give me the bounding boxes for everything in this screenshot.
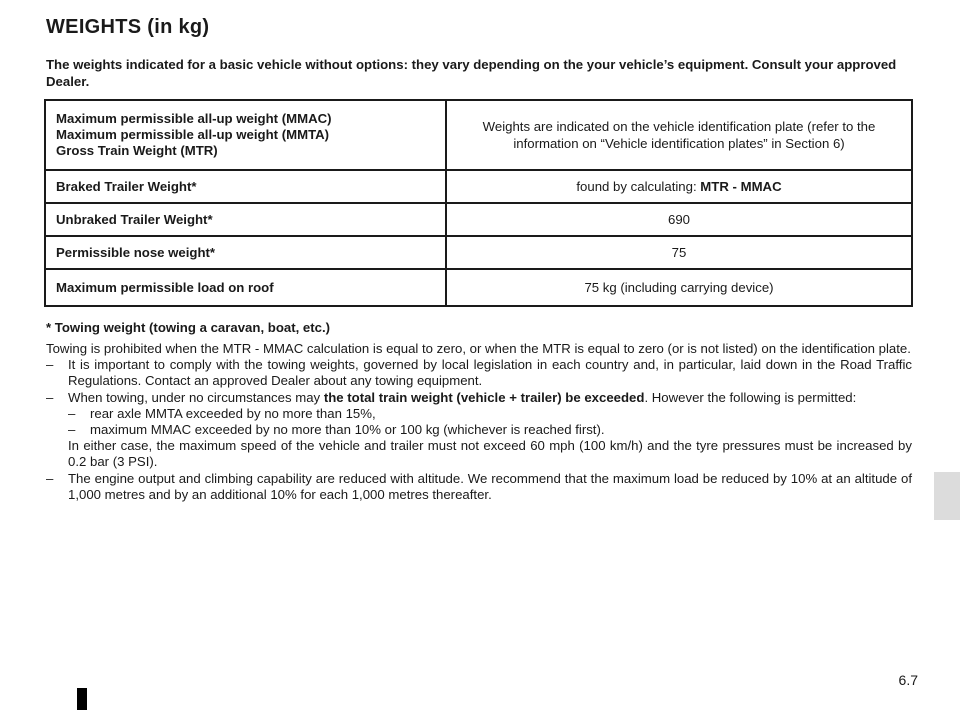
list-item-text: The engine output and climbing capability are reduced with altitude. We recommend that the maximum load be reduced by 10% at an altitude of 1,000 metres and by an additional 10% for each 1,000 metres thereafter. bbox=[68, 470, 912, 502]
value-prefix: found by calculating: bbox=[576, 179, 701, 194]
label-line: Maximum permissible all-up weight (MMTA) bbox=[56, 127, 330, 142]
row-value: 690 bbox=[446, 203, 912, 236]
table-row bbox=[45, 203, 912, 236]
list-item-emphasis: the total train weight (vehicle + trailer) be exceeded bbox=[323, 389, 645, 405]
footnote-heading: * Towing weight (towing a caravan, boat, etc.) bbox=[46, 320, 331, 335]
dash-bullet: – bbox=[68, 405, 76, 421]
row-label: Braked Trailer Weight* bbox=[45, 170, 446, 203]
footnote-body bbox=[46, 341, 912, 503]
row-value: Weights are indicated on the vehicle identification plate (refer to the information on “Vehicle identification plates” in Section 6) bbox=[446, 100, 912, 170]
list-item bbox=[46, 357, 912, 389]
intro-text: The weights indicated for a basic vehicle without options: they vary depending on the your vehicle’s equipment. Consult your approved Dealer. bbox=[46, 57, 897, 89]
sub-list-item-text: maximum MMAC exceeded by no more than 10% or 100 kg (whichever is reached first). bbox=[90, 422, 605, 438]
page-number: 6.7 bbox=[898, 672, 918, 688]
label-line: Gross Train Weight (MTR) bbox=[56, 143, 218, 158]
list-item-continuation: In either case, the maximum speed of the vehicle and trailer must not exceed 60 mph (100 km/h) and the tyre pressures must be increased by 0.2 bar (3 PSI). bbox=[68, 438, 912, 470]
dash-bullet: – bbox=[46, 470, 54, 486]
list-item bbox=[46, 471, 912, 503]
dash-bullet: – bbox=[46, 389, 54, 405]
sub-list-item-text: rear axle MMTA exceeded by no more than 15%, bbox=[90, 405, 376, 421]
dash-bullet: – bbox=[46, 357, 54, 373]
row-label bbox=[45, 100, 446, 170]
row-value: 75 bbox=[446, 236, 912, 269]
row-value: 75 kg (including carrying device) bbox=[446, 269, 912, 306]
list-item-text: It is important to comply with the towing weights, governed by local legislation in each country and, in particular, laid down in the Road Traffic Regulations. Contact an approved Dealer about any towing equipment. bbox=[68, 357, 912, 389]
sub-list-item bbox=[46, 406, 912, 422]
page-title: WEIGHTS (in kg) bbox=[46, 16, 210, 38]
margin-mark bbox=[77, 688, 87, 710]
table-row bbox=[45, 269, 912, 306]
value-formula: MTR - MMAC bbox=[700, 179, 782, 194]
table-row bbox=[45, 170, 912, 203]
row-label: Maximum permissible load on roof bbox=[45, 269, 446, 306]
row-label: Permissible nose weight* bbox=[45, 236, 446, 269]
weights-table bbox=[44, 99, 913, 307]
list-item-text: When towing, under no circumstances may bbox=[68, 389, 324, 405]
table-row bbox=[45, 100, 912, 170]
label-line: Maximum permissible all-up weight (MMAC) bbox=[56, 111, 332, 126]
sub-list-item bbox=[46, 422, 912, 438]
dash-bullet: – bbox=[68, 422, 76, 438]
footnote-paragraph: Towing is prohibited when the MTR - MMAC calculation is equal to zero, or when the MTR is equal to zero (or is not listed) on the identification plate. bbox=[46, 341, 911, 356]
section-tab bbox=[934, 472, 960, 520]
list-item-text: . However the following is permitted: bbox=[644, 389, 857, 405]
list-item bbox=[46, 390, 912, 406]
row-value bbox=[446, 170, 912, 203]
table-row bbox=[45, 236, 912, 269]
row-label: Unbraked Trailer Weight* bbox=[45, 203, 446, 236]
